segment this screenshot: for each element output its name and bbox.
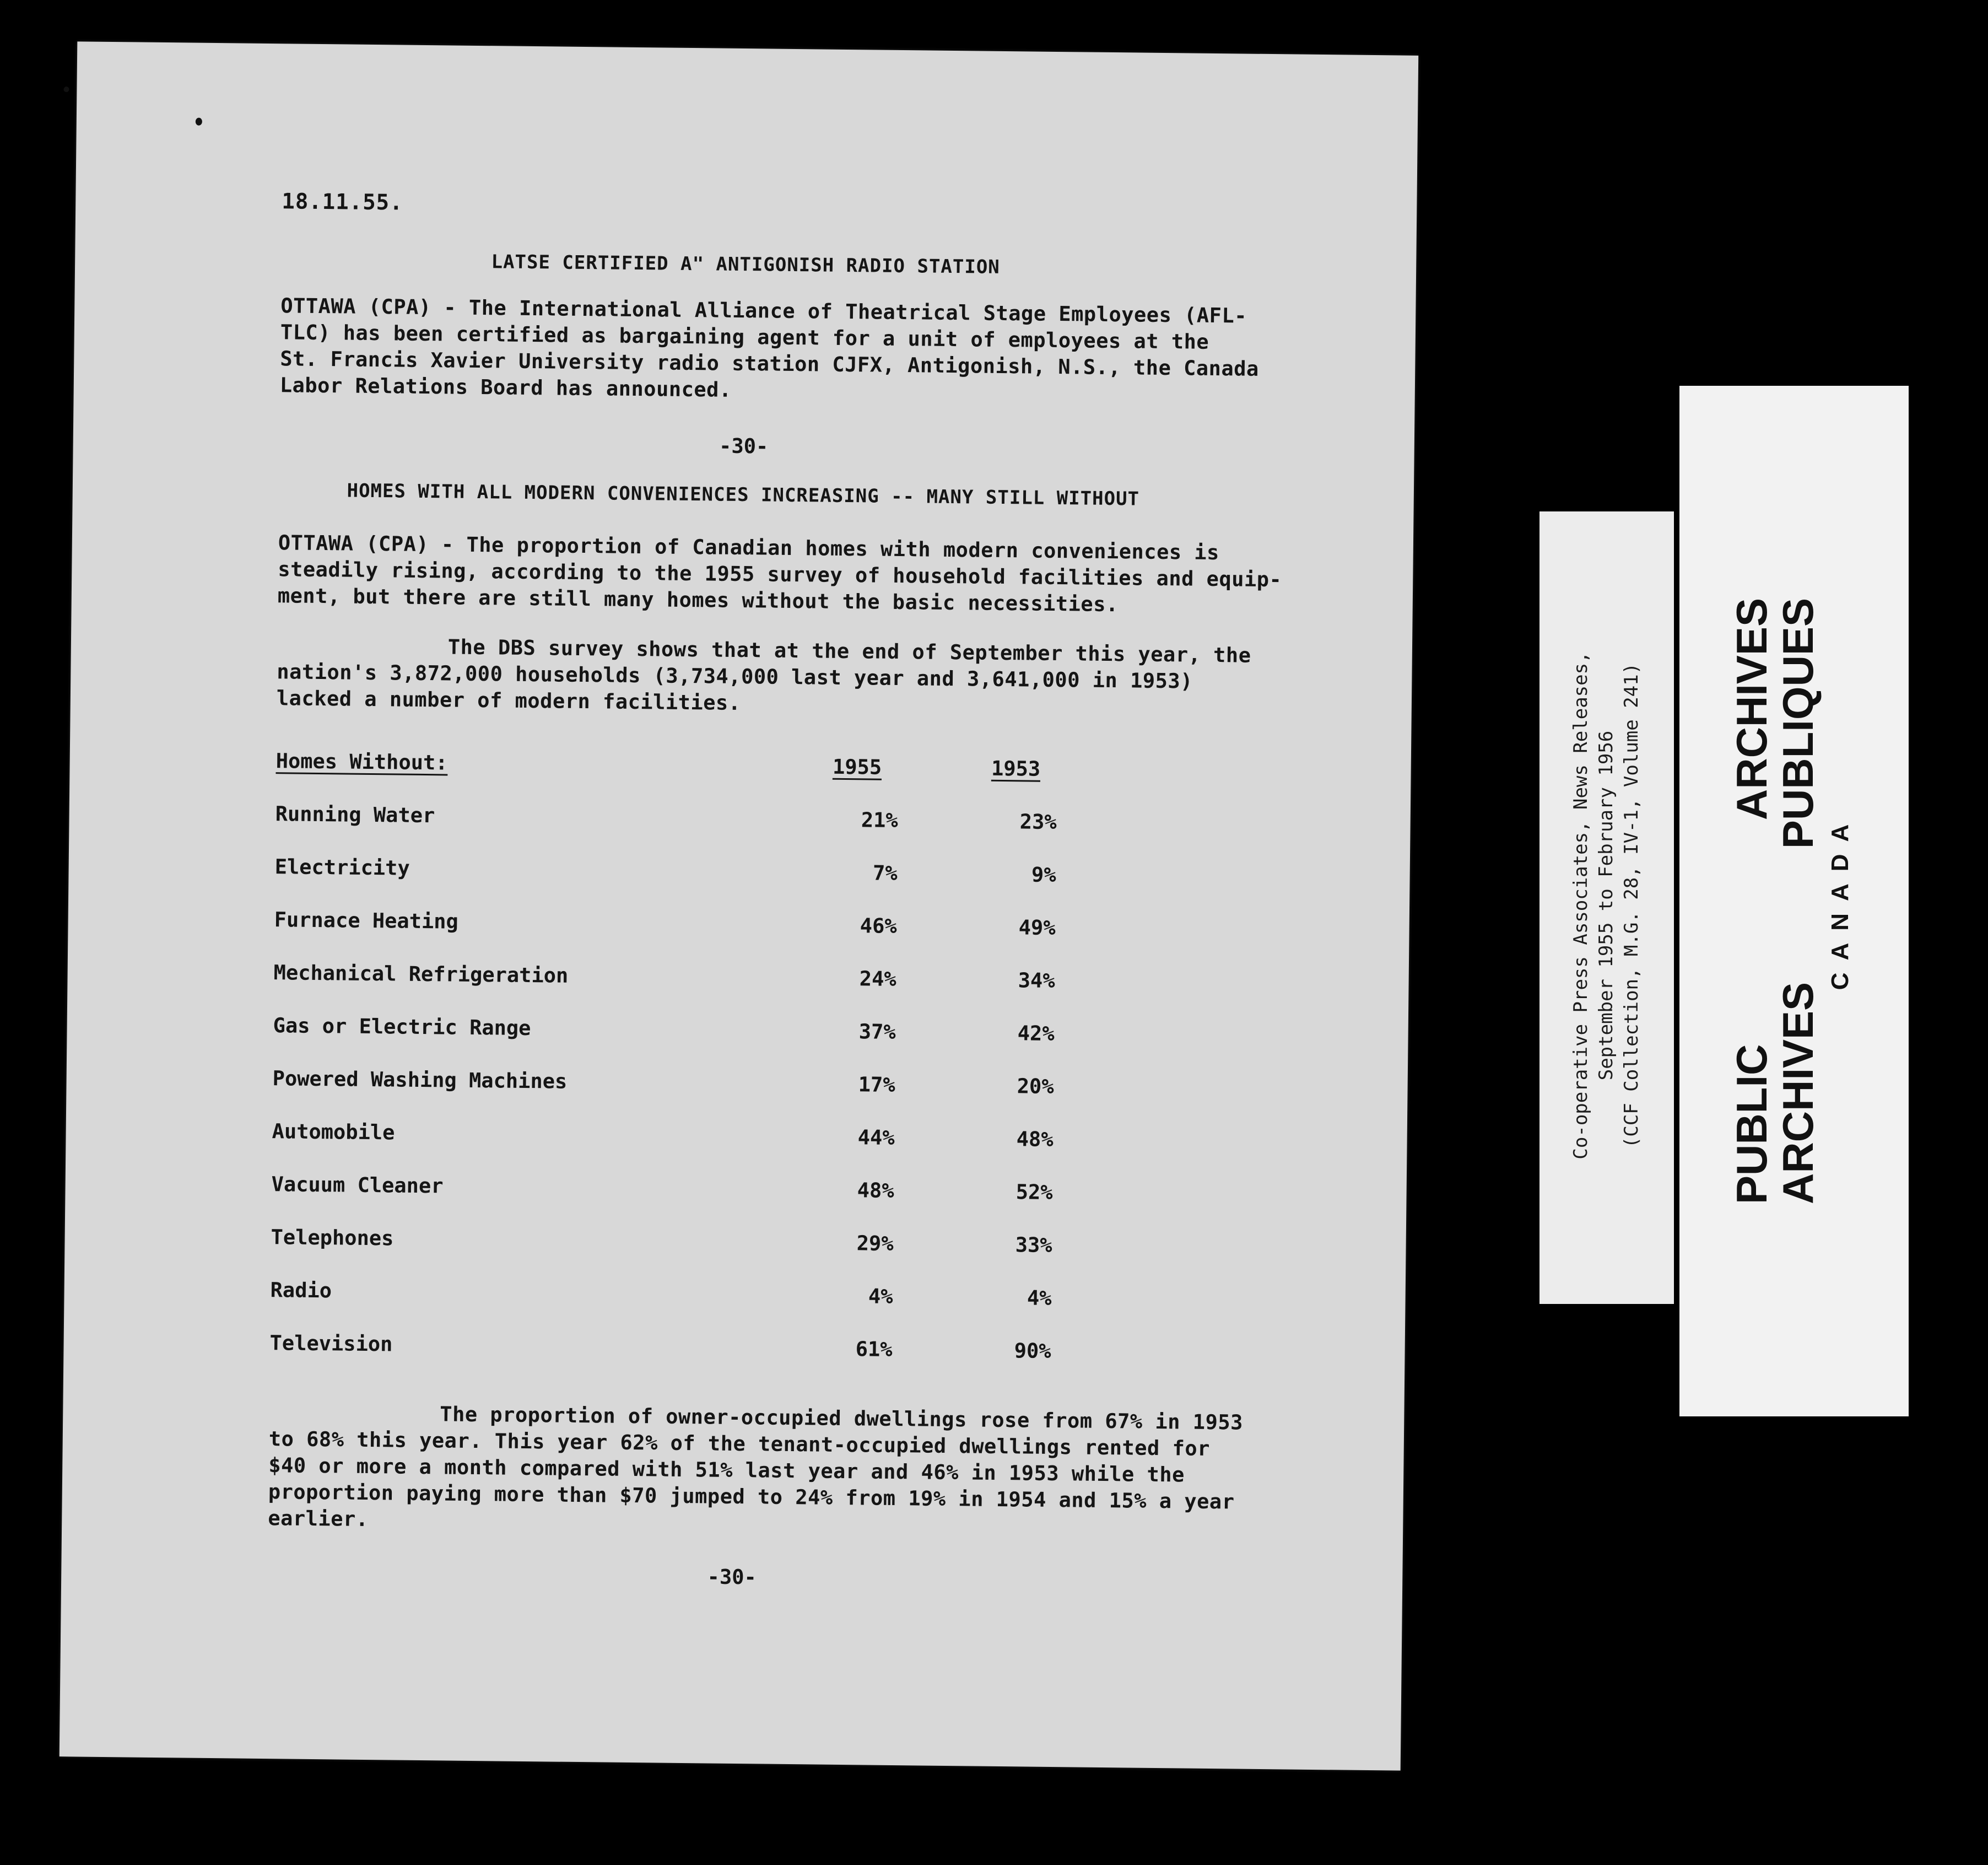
story1-line: St. Francis Xavier University radio station CJFX, Antigonish, N.S., the Canada xyxy=(280,347,1260,381)
end-marker: -30- xyxy=(707,1565,757,1589)
archives-line-2 xyxy=(1775,598,1821,1204)
table-row xyxy=(274,855,1211,892)
table-row xyxy=(274,908,1211,945)
story2-survey-paragraph xyxy=(277,632,1368,723)
row-label: Telephones xyxy=(271,1225,394,1250)
row-label: Furnace Heating xyxy=(274,908,459,934)
row-value-1955: 4% xyxy=(868,1284,893,1308)
row-value-1955: 37% xyxy=(858,1020,896,1044)
release-date: 18.11.55. xyxy=(282,189,403,215)
archives-word: PUBLIC xyxy=(1727,1044,1776,1204)
story2-line: The proportion of owner-occupied dwellings rose from 67% in 1953 xyxy=(440,1402,1244,1435)
row-label: Gas or Electric Range xyxy=(273,1014,531,1041)
table-row xyxy=(272,1119,1208,1157)
table-row xyxy=(270,1278,1207,1316)
story1-line: OTTAWA (CPA) - The International Alliance of Theatrical Stage Employees (AFL- xyxy=(280,294,1247,328)
story2-headline: HOMES WITH ALL MODERN CONVENIENCES INCREASING -- MANY STILL WITHOUT xyxy=(347,479,1140,510)
archives-stamp-card xyxy=(1679,386,1909,1416)
row-value-1955: 46% xyxy=(860,914,897,939)
row-value-1953: 48% xyxy=(1016,1127,1054,1151)
story2-line: $40 or more a month compared with 51% last year and 46% in 1953 while the xyxy=(268,1453,1185,1487)
collection-label-text xyxy=(1548,529,1664,1282)
table-row xyxy=(273,1014,1209,1051)
story2-line: proportion paying more than $70 jumped to 24% from 19% in 1954 and 15% a year xyxy=(268,1480,1235,1514)
row-label: Mechanical Refrigeration xyxy=(273,961,569,988)
row-value-1953: 90% xyxy=(1014,1339,1051,1363)
story2-intro xyxy=(278,530,1369,621)
row-value-1953: 23% xyxy=(1019,810,1057,834)
archives-canada: CANADA xyxy=(1827,812,1854,990)
row-label: Radio xyxy=(270,1278,332,1303)
story2-ownership-paragraph xyxy=(268,1399,1360,1543)
story1-body xyxy=(280,293,1372,410)
row-value-1955: 7% xyxy=(872,861,898,886)
table-row xyxy=(271,1225,1207,1263)
collection-label-line: (CCF Collection, M.G. 28, IV-1, Volume 241) xyxy=(1620,662,1643,1149)
table-row xyxy=(269,1331,1206,1368)
row-value-1953: 42% xyxy=(1017,1021,1055,1046)
document-page xyxy=(60,41,1418,1770)
row-label: Television xyxy=(269,1331,393,1356)
archives-stamp-text xyxy=(1679,408,1909,1394)
row-label: Vacuum Cleaner xyxy=(271,1172,444,1198)
row-value-1955: 24% xyxy=(859,967,896,991)
table-header-1953: 1953 xyxy=(991,756,1041,781)
row-value-1953: 52% xyxy=(1015,1180,1053,1204)
end-marker: -30- xyxy=(719,434,769,459)
row-value-1953: 9% xyxy=(1031,863,1056,887)
story2-line: to 68% this year. This year 62% of the tenant-occupied dwellings rented for xyxy=(268,1427,1211,1461)
row-value-1953: 33% xyxy=(1015,1233,1052,1257)
row-label: Electricity xyxy=(274,855,410,880)
table-header xyxy=(275,749,1212,786)
table-header-label: Homes Without: xyxy=(275,749,448,775)
archives-word: ARCHIVES xyxy=(1774,982,1822,1204)
story2-line: ment, but there are still many homes without the basic necessities. xyxy=(277,584,1119,617)
row-value-1955: 21% xyxy=(861,808,898,833)
story2-line: earlier. xyxy=(268,1506,369,1532)
dust-speck xyxy=(196,118,202,126)
row-value-1953: 4% xyxy=(1027,1286,1052,1310)
row-value-1953: 49% xyxy=(1018,915,1056,940)
row-value-1953: 34% xyxy=(1018,968,1055,993)
story1-line: Labor Relations Board has announced. xyxy=(279,373,732,402)
table-row xyxy=(271,1172,1208,1210)
row-value-1953: 20% xyxy=(1017,1074,1054,1099)
row-value-1955: 29% xyxy=(856,1231,894,1255)
table-row xyxy=(273,961,1210,998)
dust-speck xyxy=(63,87,69,92)
collection-label-card xyxy=(1539,511,1674,1304)
row-label: Automobile xyxy=(272,1119,395,1145)
story2-line: steadily rising, according to the 1955 survey of household facilities and equip- xyxy=(278,557,1282,592)
story2-line: nation's 3,872,000 households (3,734,000 last year and 3,641,000 in 1953) xyxy=(277,660,1193,693)
story1-line: TLC) has been certified as bargaining agent for a unit of employees at the xyxy=(280,320,1209,354)
row-label: Running Water xyxy=(275,802,435,828)
story2-line: lacked a number of modern facilities. xyxy=(276,686,741,715)
story2-line: OTTAWA (CPA) - The proportion of Canadian homes with modern conveniences is xyxy=(278,531,1220,565)
row-value-1955: 61% xyxy=(855,1337,893,1361)
archives-word: PUBLIQUES xyxy=(1774,598,1822,849)
archives-line-1 xyxy=(1728,598,1775,1204)
collection-label-line: September 1955 to February 1956 xyxy=(1595,730,1617,1081)
archives-word: ARCHIVES xyxy=(1727,598,1776,821)
story2-line: The DBS survey shows that at the end of September this year, the xyxy=(447,635,1251,667)
row-value-1955: 17% xyxy=(858,1072,895,1097)
story1-headline: LATSE CERTIFIED A" ANTIGONISH RADIO STATION xyxy=(491,251,1000,278)
row-value-1955: 48% xyxy=(857,1178,894,1203)
table-row xyxy=(275,802,1212,839)
row-label: Powered Washing Machines xyxy=(272,1066,568,1093)
table-header-1955: 1955 xyxy=(832,754,882,779)
table-row xyxy=(272,1066,1209,1104)
collection-label-line: Co-operative Press Associates, News Releases, xyxy=(1570,651,1592,1160)
row-value-1955: 44% xyxy=(857,1125,895,1150)
